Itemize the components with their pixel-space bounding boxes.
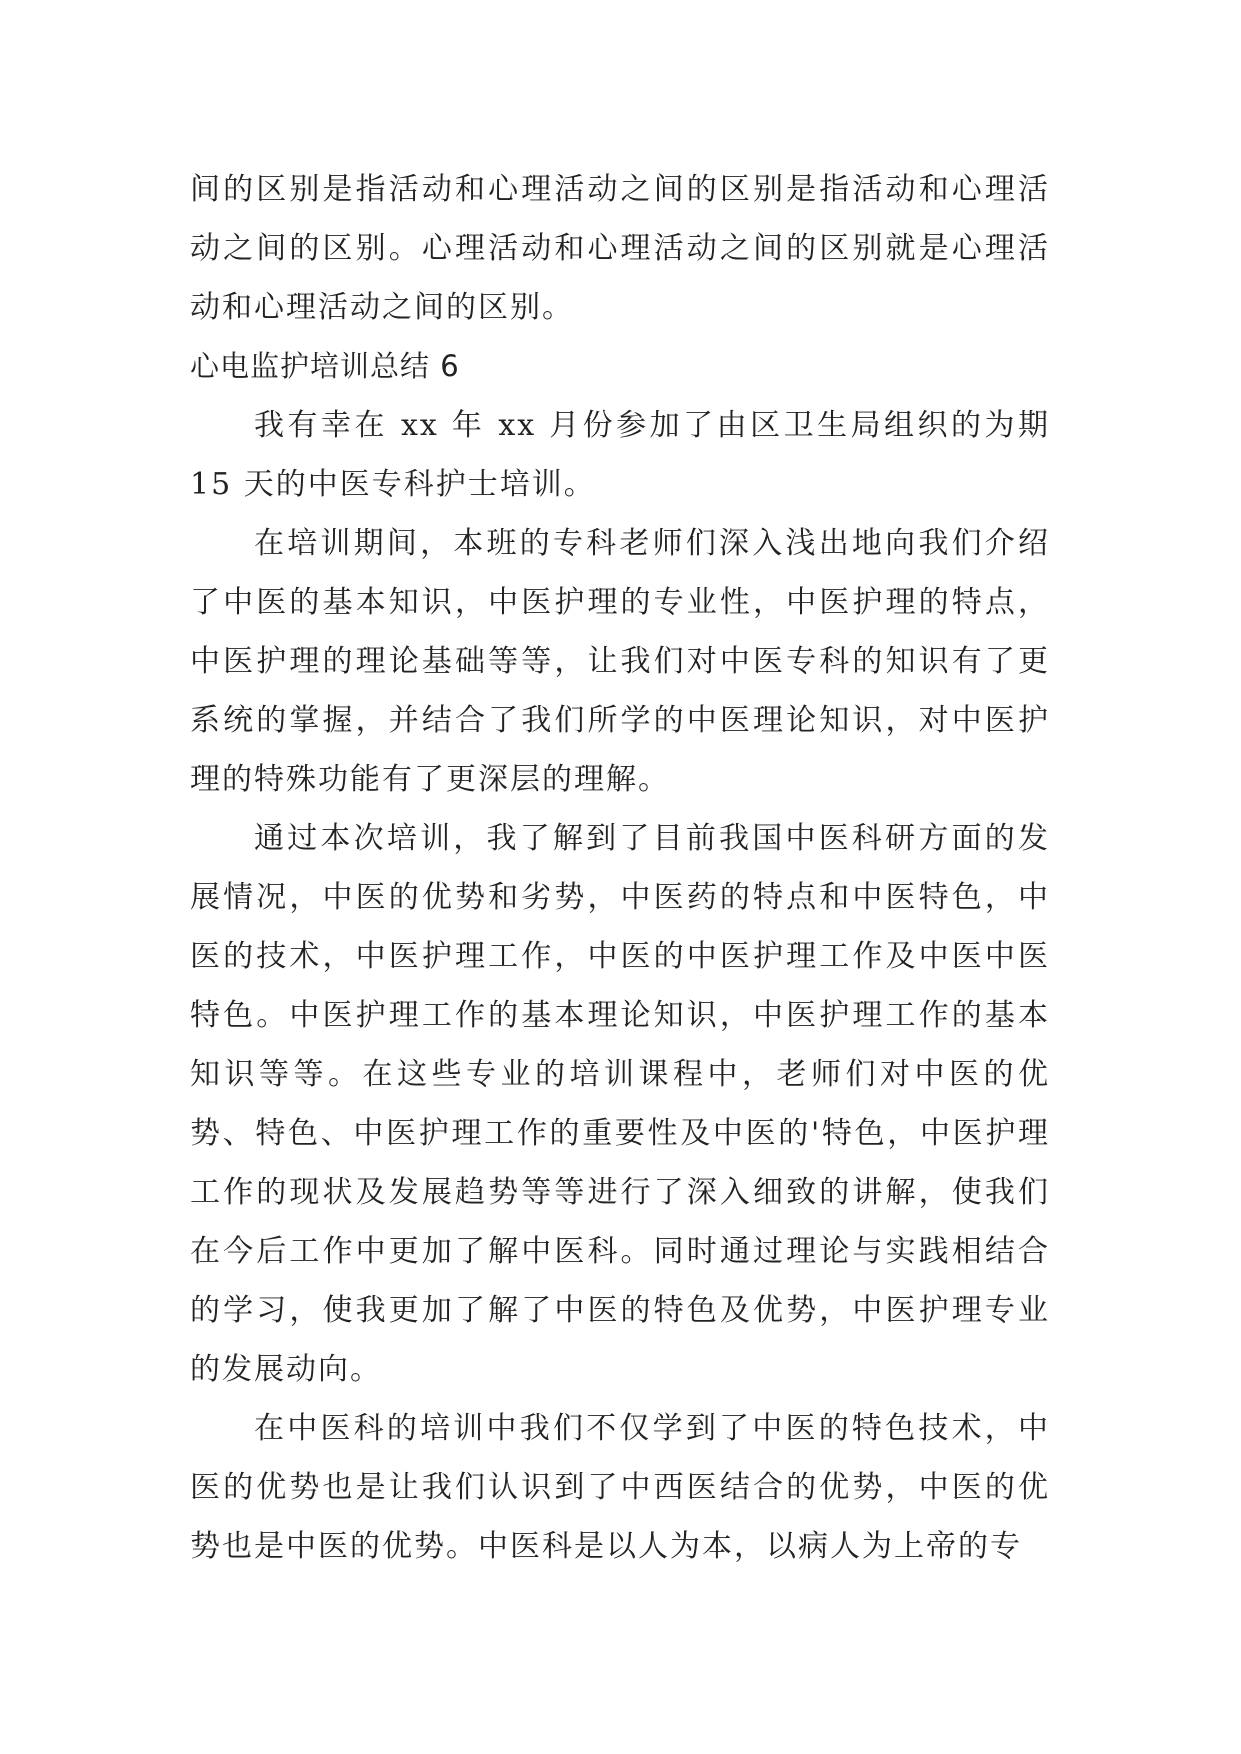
body-paragraph-4: 在中医科的培训中我们不仅学到了中医的特色技术，中医的优势也是让我们认识到了中西医结合的优势，中医的优势也是中医的优势。中医科是以人为本，以病人为上帝的专	[190, 1411, 1050, 1564]
body-paragraph-1: 我有幸在 xx 年 xx 月份参加了由区卫生局组织的为期 15 天的中医专科护士培训。	[190, 408, 1050, 502]
body-paragraph-3: 通过本次培训，我了解到了目前我国中医科研方面的发展情况，中医的优势和劣势，中医药的特点和中医特色，中医的技术，中医护理工作，中医的中医护理工作及中医中医特色。中医护理工作的基本理论知识，中医护理工作的基本知识等等。在这些专业的培训课程中，老师们对中医的优势、特色、中医护理工作的重要性及中医的'特色，中医护理工作的现状及发展趋势等等进行了深入细致的讲解，使我们在今后工作中更加了解中医科。同时通过理论与实践相结合的学习，使我更加了解了中医的特色及优势，中医护理专业的发展动向。	[190, 821, 1050, 1387]
continuation-paragraph: 间的区别是指活动和心理活动之间的区别是指活动和心理活动之间的区别。心理活动和心理活动之间的区别就是心理活动和心理活动之间的区别。	[190, 172, 1050, 325]
section-title: 心电监护培训总结 6	[190, 349, 460, 383]
body-paragraph-2: 在培训期间，本班的专科老师们深入浅出地向我们介绍了中医的基本知识，中医护理的专业性，中医护理的特点，中医护理的理论基础等等，让我们对中医专科的知识有了更系统的掌握，并结合了我们所学的中医理论知识，对中医护理的特殊功能有了更深层的理解。	[190, 526, 1050, 797]
document-body	[190, 160, 1050, 1576]
